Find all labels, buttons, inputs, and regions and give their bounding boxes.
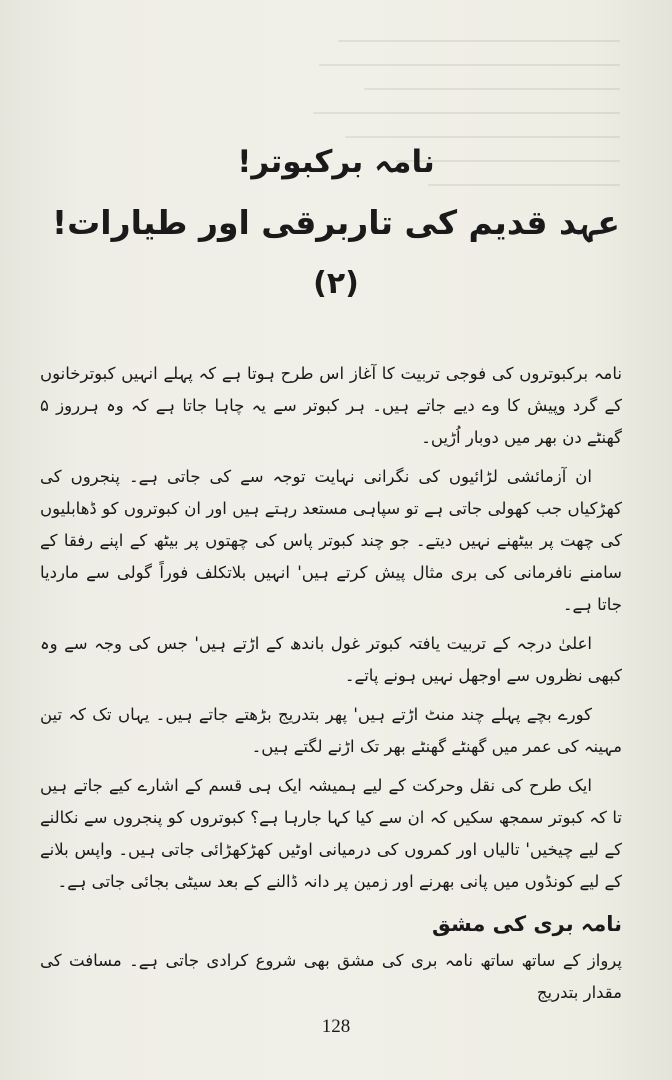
paragraph: ان آزمائشی لڑائیوں کی نگرانی نہایت توجہ سے کی جاتی ہے۔ پنجروں کی کھڑکیاں جب کھولی جاتی ہے تو سپاہی مستعد رہتے ہیں اور ان کبوتروں کو ڈھابلیوں کی چھت پر بیٹھنے نہیں دیتے۔ جو چند کبوتر پاس کی چھتوں پر بیٹھ کے اپنے رفقا کے سامنے نافرمانی کی بری مثال پیش کرتے ہیں' انہیں بلاتکلف فوراً گولی سے ماردیا جاتا ہے۔ [40,467,622,614]
paragraph: کورے بچے پہلے چند منٹ اڑتے ہیں' پھر بتدریج بڑھتے جاتے ہیں۔ یہاں تک کہ تین مہینہ کی عمر میں گھنٹے گھنٹے بھر تک اڑنے لگتے ہیں۔ [40,705,622,756]
paragraph: پرواز کے ساتھ ساتھ نامہ بری کی مشق بھی شروع کرادی جاتی ہے۔ مسافت کی مقدار بتدریج [40,951,622,1002]
paragraph: نامہ برکبوتروں کی فوجی تربیت کا آغاز اس طرح ہوتا ہے کہ پہلے انہیں کبوترخانوں کے گرد وپیش کا وے دیے جاتے ہیں۔ ہر کبوتر سے یہ چاہا جاتا ہے کہ وہ ہرروز ۵ گھنٹے دن بھر میں دوبار اُڑیں۔ [40,364,622,447]
body-text [40,358,622,1016]
chapter-number: (۲) [313,266,359,301]
page-number: 128 [321,1016,351,1037]
section-heading: نامہ بری کی مشق [432,912,622,936]
paragraph: ایک طرح کی نقل وحرکت کے لیے ہمیشہ ایک ہی قسم کے اشارے کیے جاتے ہیں تا کہ کبوتر سمجھ سکیں کہ ان سے کیا کہا جارہا ہے؟ کبوتروں کو پنجروں سے نکالنے کے لیے چیخیں' تالیاں اور کمروں کی درمیانی اوٹیں کھڑکھڑائی جاتی ہیں۔ واپس بلانے کے لیے کونڈوں میں پانی بھرنے اور زمین پر دانہ ڈالنے کے بعد سیٹی بجائی جاتی ہے۔ [40,776,622,891]
page-title: نامہ برکبوتر! [237,144,435,180]
heading-block [0,140,672,306]
page-subtitle: عہد قدیم کی تاربرقی اور طیارات! [52,203,620,242]
paragraph: اعلیٰ درجہ کے تربیت یافتہ کبوتر غول باندھ کے اڑتے ہیں' جس کی وجہ سے وہ کبھی نظروں سے اوجھل نہیں ہونے پاتے۔ [40,634,622,685]
